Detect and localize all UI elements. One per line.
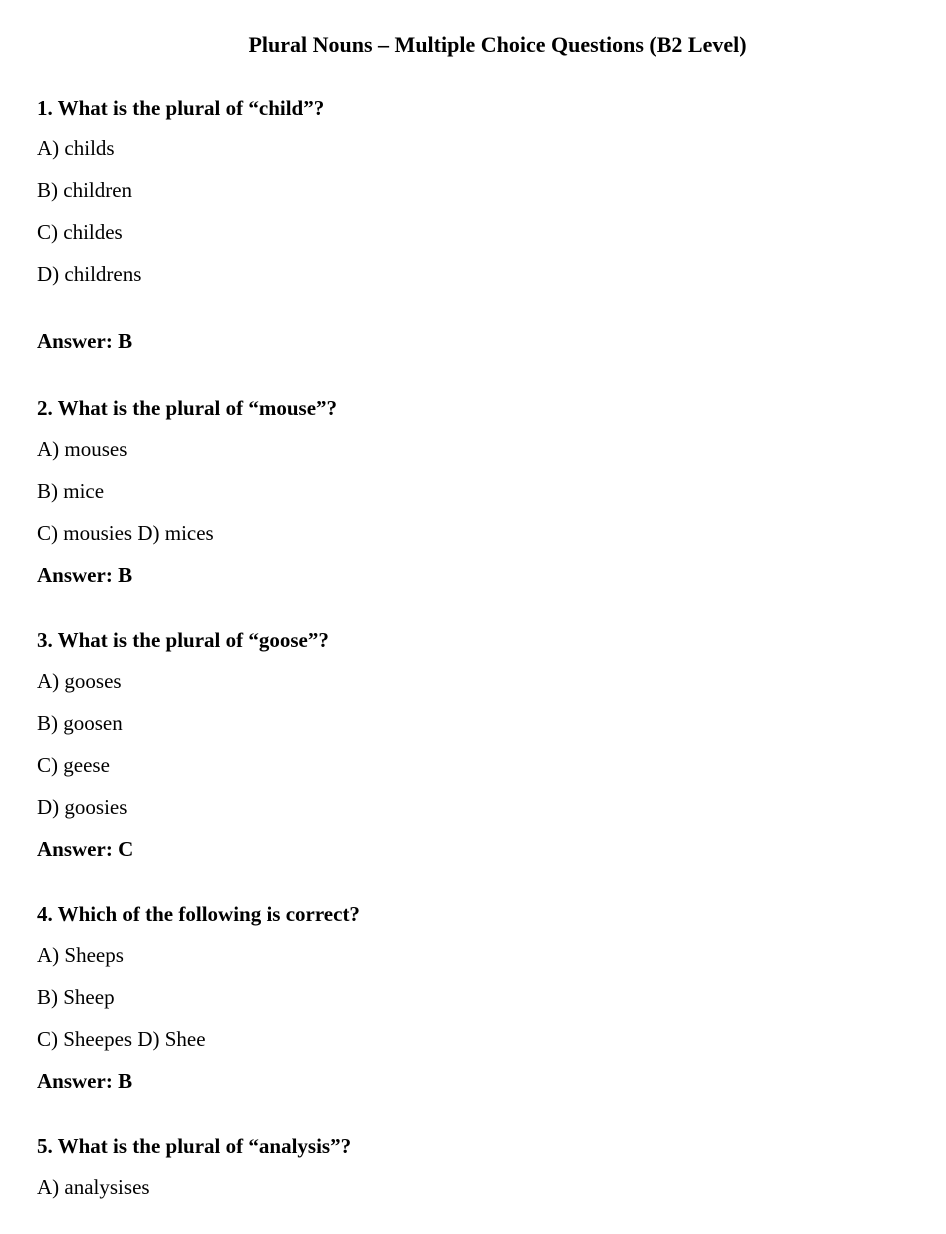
question-1-option-d: D) childrens — [37, 262, 142, 286]
question-4-option-a: A) Sheeps — [37, 943, 124, 967]
question-3-option-c: C) geese — [37, 753, 110, 777]
question-5-text: 5. What is the plural of “analysis”? — [37, 1134, 352, 1158]
question-4-option-b: B) Sheep — [37, 985, 115, 1009]
question-1-answer: Answer: B — [37, 329, 133, 353]
question-5-option-a: A) analysises — [37, 1175, 150, 1199]
question-3-option-d: D) goosies — [37, 795, 128, 819]
question-3-option-b: B) goosen — [37, 711, 123, 735]
question-3-answer: Answer: C — [37, 837, 134, 861]
question-4-text: 4. Which of the following is correct? — [37, 902, 360, 926]
question-2-answer: Answer: B — [37, 563, 133, 587]
question-2-option-c-d: C) mousies D) mices — [37, 521, 214, 545]
question-4-answer: Answer: B — [37, 1069, 133, 1093]
question-1-text: 1. What is the plural of “child”? — [37, 96, 325, 120]
question-2-text: 2. What is the plural of “mouse”? — [37, 396, 338, 420]
question-2-option-a: A) mouses — [37, 437, 128, 461]
question-4-option-c-d: C) Sheepes D) Shee — [37, 1027, 206, 1051]
question-3-option-a: A) gooses — [37, 669, 122, 693]
question-1-option-c: C) childes — [37, 220, 123, 244]
page-title: Plural Nouns – Multiple Choice Questions (B2 Level) — [248, 32, 747, 57]
question-1-option-a: A) childs — [37, 136, 115, 160]
question-1-option-b: B) children — [37, 178, 133, 202]
question-3-text: 3. What is the plural of “goose”? — [37, 628, 329, 652]
question-2-option-b: B) mice — [37, 479, 105, 503]
